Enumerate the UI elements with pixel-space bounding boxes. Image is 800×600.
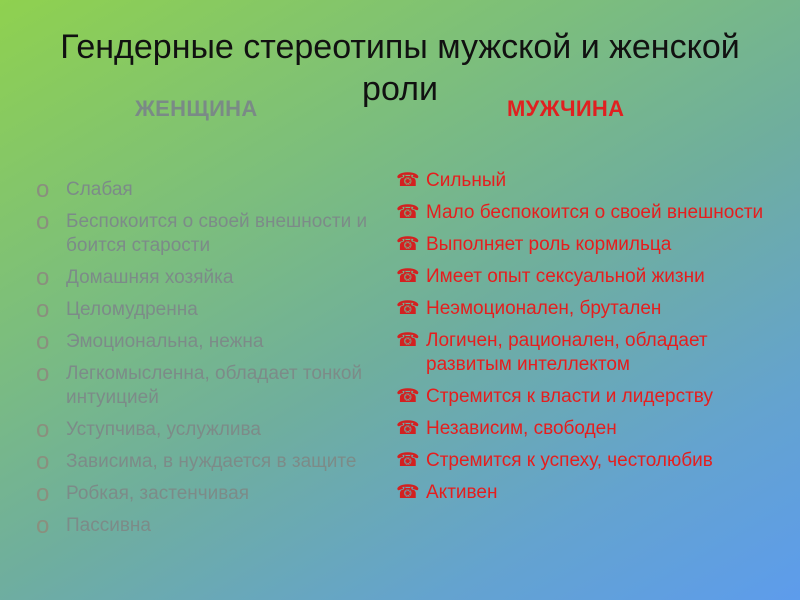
man-stereotype-list (396, 169, 776, 513)
list-item: o Зависима, в нуждается в защите (36, 448, 357, 475)
list-item: o Целомудренна (36, 296, 198, 323)
telephone-bullet-icon: ☎ (396, 170, 420, 191)
list-item: o Домашняя хозяйка (36, 264, 234, 291)
list-item: o Робкая, застенчивая (36, 480, 250, 507)
telephone-bullet-icon: ☎ (396, 298, 420, 319)
list-item: ☎ Стремится к успеху, честолюбив (396, 450, 713, 471)
list-item: ☎ Логичен, рационален, обладает развитым интеллектом (396, 330, 708, 375)
list-item: o Эмоциональна, нежна (36, 328, 264, 355)
list-item: ☎ Стремится к власти и лидерству (396, 386, 713, 407)
telephone-bullet-icon: ☎ (396, 450, 420, 471)
list-item: o Пассивна (36, 512, 151, 539)
circle-bullet-icon: o (36, 416, 50, 443)
circle-bullet-icon: o (36, 264, 50, 291)
telephone-bullet-icon: ☎ (396, 330, 420, 351)
list-item: o Слабая (36, 176, 133, 203)
list-item: o Беспокоится о своей внешности и боится старости (36, 208, 368, 256)
circle-bullet-icon: o (36, 480, 50, 507)
man-heading: МУЖЧИНА (507, 96, 625, 121)
list-item: ☎ Выполняет роль кормильца (396, 234, 672, 255)
telephone-bullet-icon: ☎ (396, 234, 420, 255)
list-item: ☎ Сильный (396, 170, 507, 191)
circle-bullet-icon: o (36, 296, 50, 323)
list-item: o Легкомысленна, обладает тонкой интуицией (36, 360, 363, 408)
circle-bullet-icon: o (36, 512, 50, 539)
list-item: o Уступчива, услужлива (36, 416, 261, 443)
telephone-bullet-icon: ☎ (396, 202, 420, 223)
circle-bullet-icon: o (36, 448, 50, 475)
list-item: ☎ Активен (396, 482, 498, 503)
list-item: ☎ Независим, свободен (396, 418, 617, 439)
telephone-bullet-icon: ☎ (396, 386, 420, 407)
woman-stereotype-list (36, 178, 381, 546)
list-item: ☎ Мало беспокоится о своей внешности (396, 202, 764, 223)
telephone-bullet-icon: ☎ (396, 482, 420, 503)
circle-bullet-icon: o (36, 176, 50, 203)
woman-heading: ЖЕНЩИНА (135, 96, 258, 121)
telephone-bullet-icon: ☎ (396, 266, 420, 287)
circle-bullet-icon: o (36, 208, 50, 235)
slide-title: Гендерные стереотипы мужской и женской роли (60, 28, 740, 108)
circle-bullet-icon: o (36, 360, 50, 387)
list-item: ☎ Неэмоционален, брутален (396, 298, 662, 319)
telephone-bullet-icon: ☎ (396, 418, 420, 439)
circle-bullet-icon: o (36, 328, 50, 355)
list-item: ☎ Имеет опыт сексуальной жизни (396, 266, 705, 287)
